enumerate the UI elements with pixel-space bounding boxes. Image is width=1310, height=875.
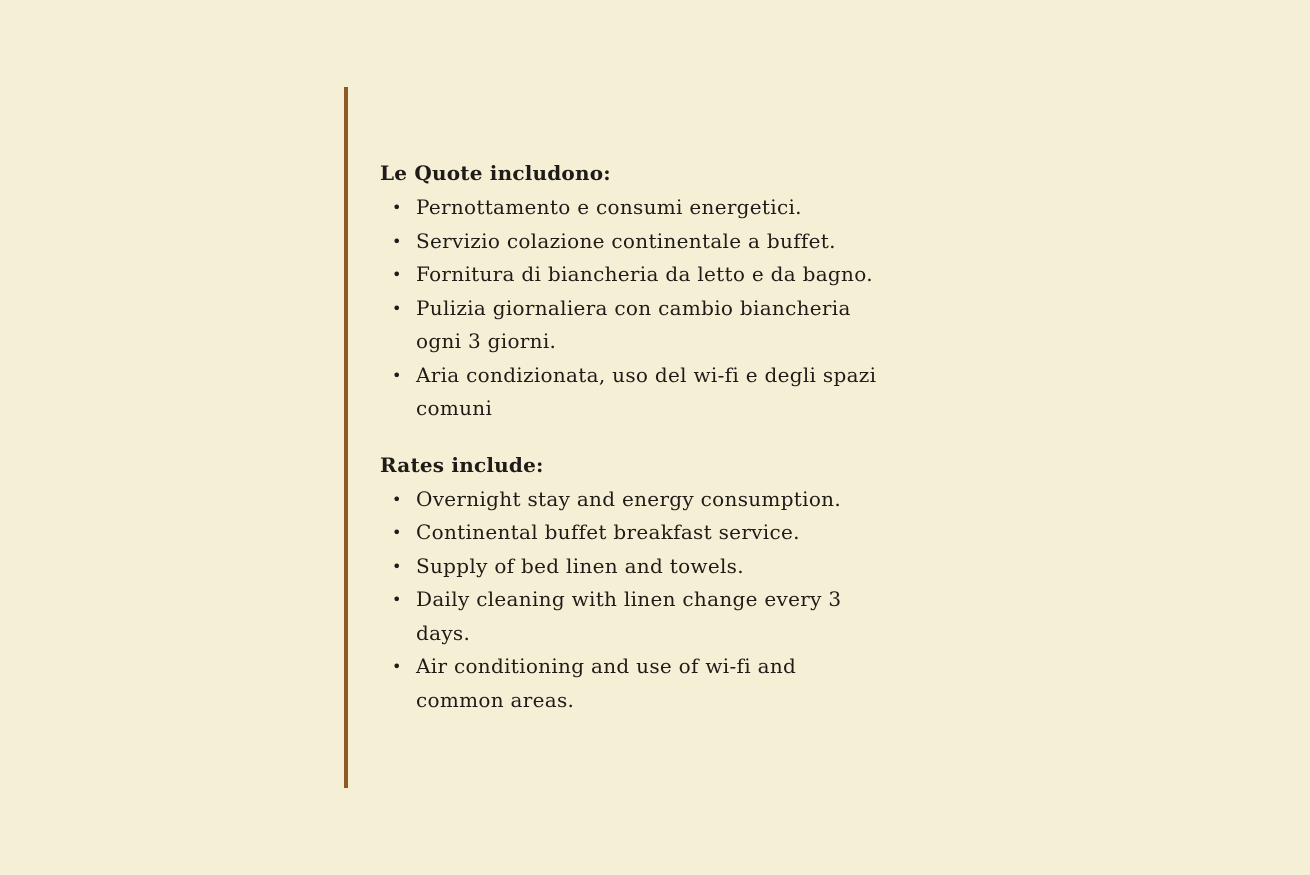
english-list	[380, 483, 940, 718]
list-item-text: Overnight stay and energy consumption.	[416, 486, 842, 511]
list-item	[380, 583, 901, 650]
list-item	[380, 258, 940, 292]
list-item	[380, 483, 940, 517]
list-item	[380, 650, 866, 717]
list-item-text: Aria condizionata, uso del wi-fi e degli spazi comuni	[416, 362, 877, 420]
list-item-text: Servizio colazione continentale a buffet.	[416, 228, 836, 253]
bullet-icon: •	[392, 265, 402, 284]
bullet-icon: •	[392, 365, 402, 385]
accent-bar	[344, 87, 348, 788]
bullet-icon: •	[392, 556, 402, 576]
bullet-icon: •	[392, 298, 402, 318]
list-item-text: Daily cleaning with linen change every 3 days.	[416, 587, 842, 645]
bullet-icon: •	[392, 590, 402, 609]
italian-list	[380, 191, 940, 426]
english-section	[380, 450, 940, 718]
english-heading: Rates include:	[380, 452, 544, 477]
bullet-icon: •	[392, 198, 402, 217]
bullet-icon: •	[392, 231, 402, 251]
list-item-text: Supply of bed linen and towels.	[416, 553, 744, 578]
list-item-text: Fornitura di biancheria da letto e da bagno.	[416, 262, 873, 286]
list-item-text: Pulizia giornaliera con cambio biancheria ogni 3 giorni.	[416, 295, 851, 353]
italian-heading: Le Quote includono:	[380, 161, 611, 185]
bullet-icon: •	[392, 657, 402, 676]
bullet-icon: •	[392, 523, 402, 542]
list-item	[380, 359, 936, 426]
rates-content	[380, 158, 940, 717]
list-item-text: Pernottamento e consumi energetici.	[416, 195, 802, 219]
list-item	[380, 292, 876, 359]
bullet-icon: •	[392, 489, 402, 509]
list-item	[380, 225, 940, 259]
list-item	[380, 550, 940, 584]
list-item	[380, 516, 940, 550]
list-item-text: Air conditioning and use of wi-fi and common areas.	[416, 654, 797, 712]
italian-section	[380, 158, 940, 426]
list-item	[380, 191, 940, 225]
list-item-text: Continental buffet breakfast service.	[416, 520, 800, 544]
